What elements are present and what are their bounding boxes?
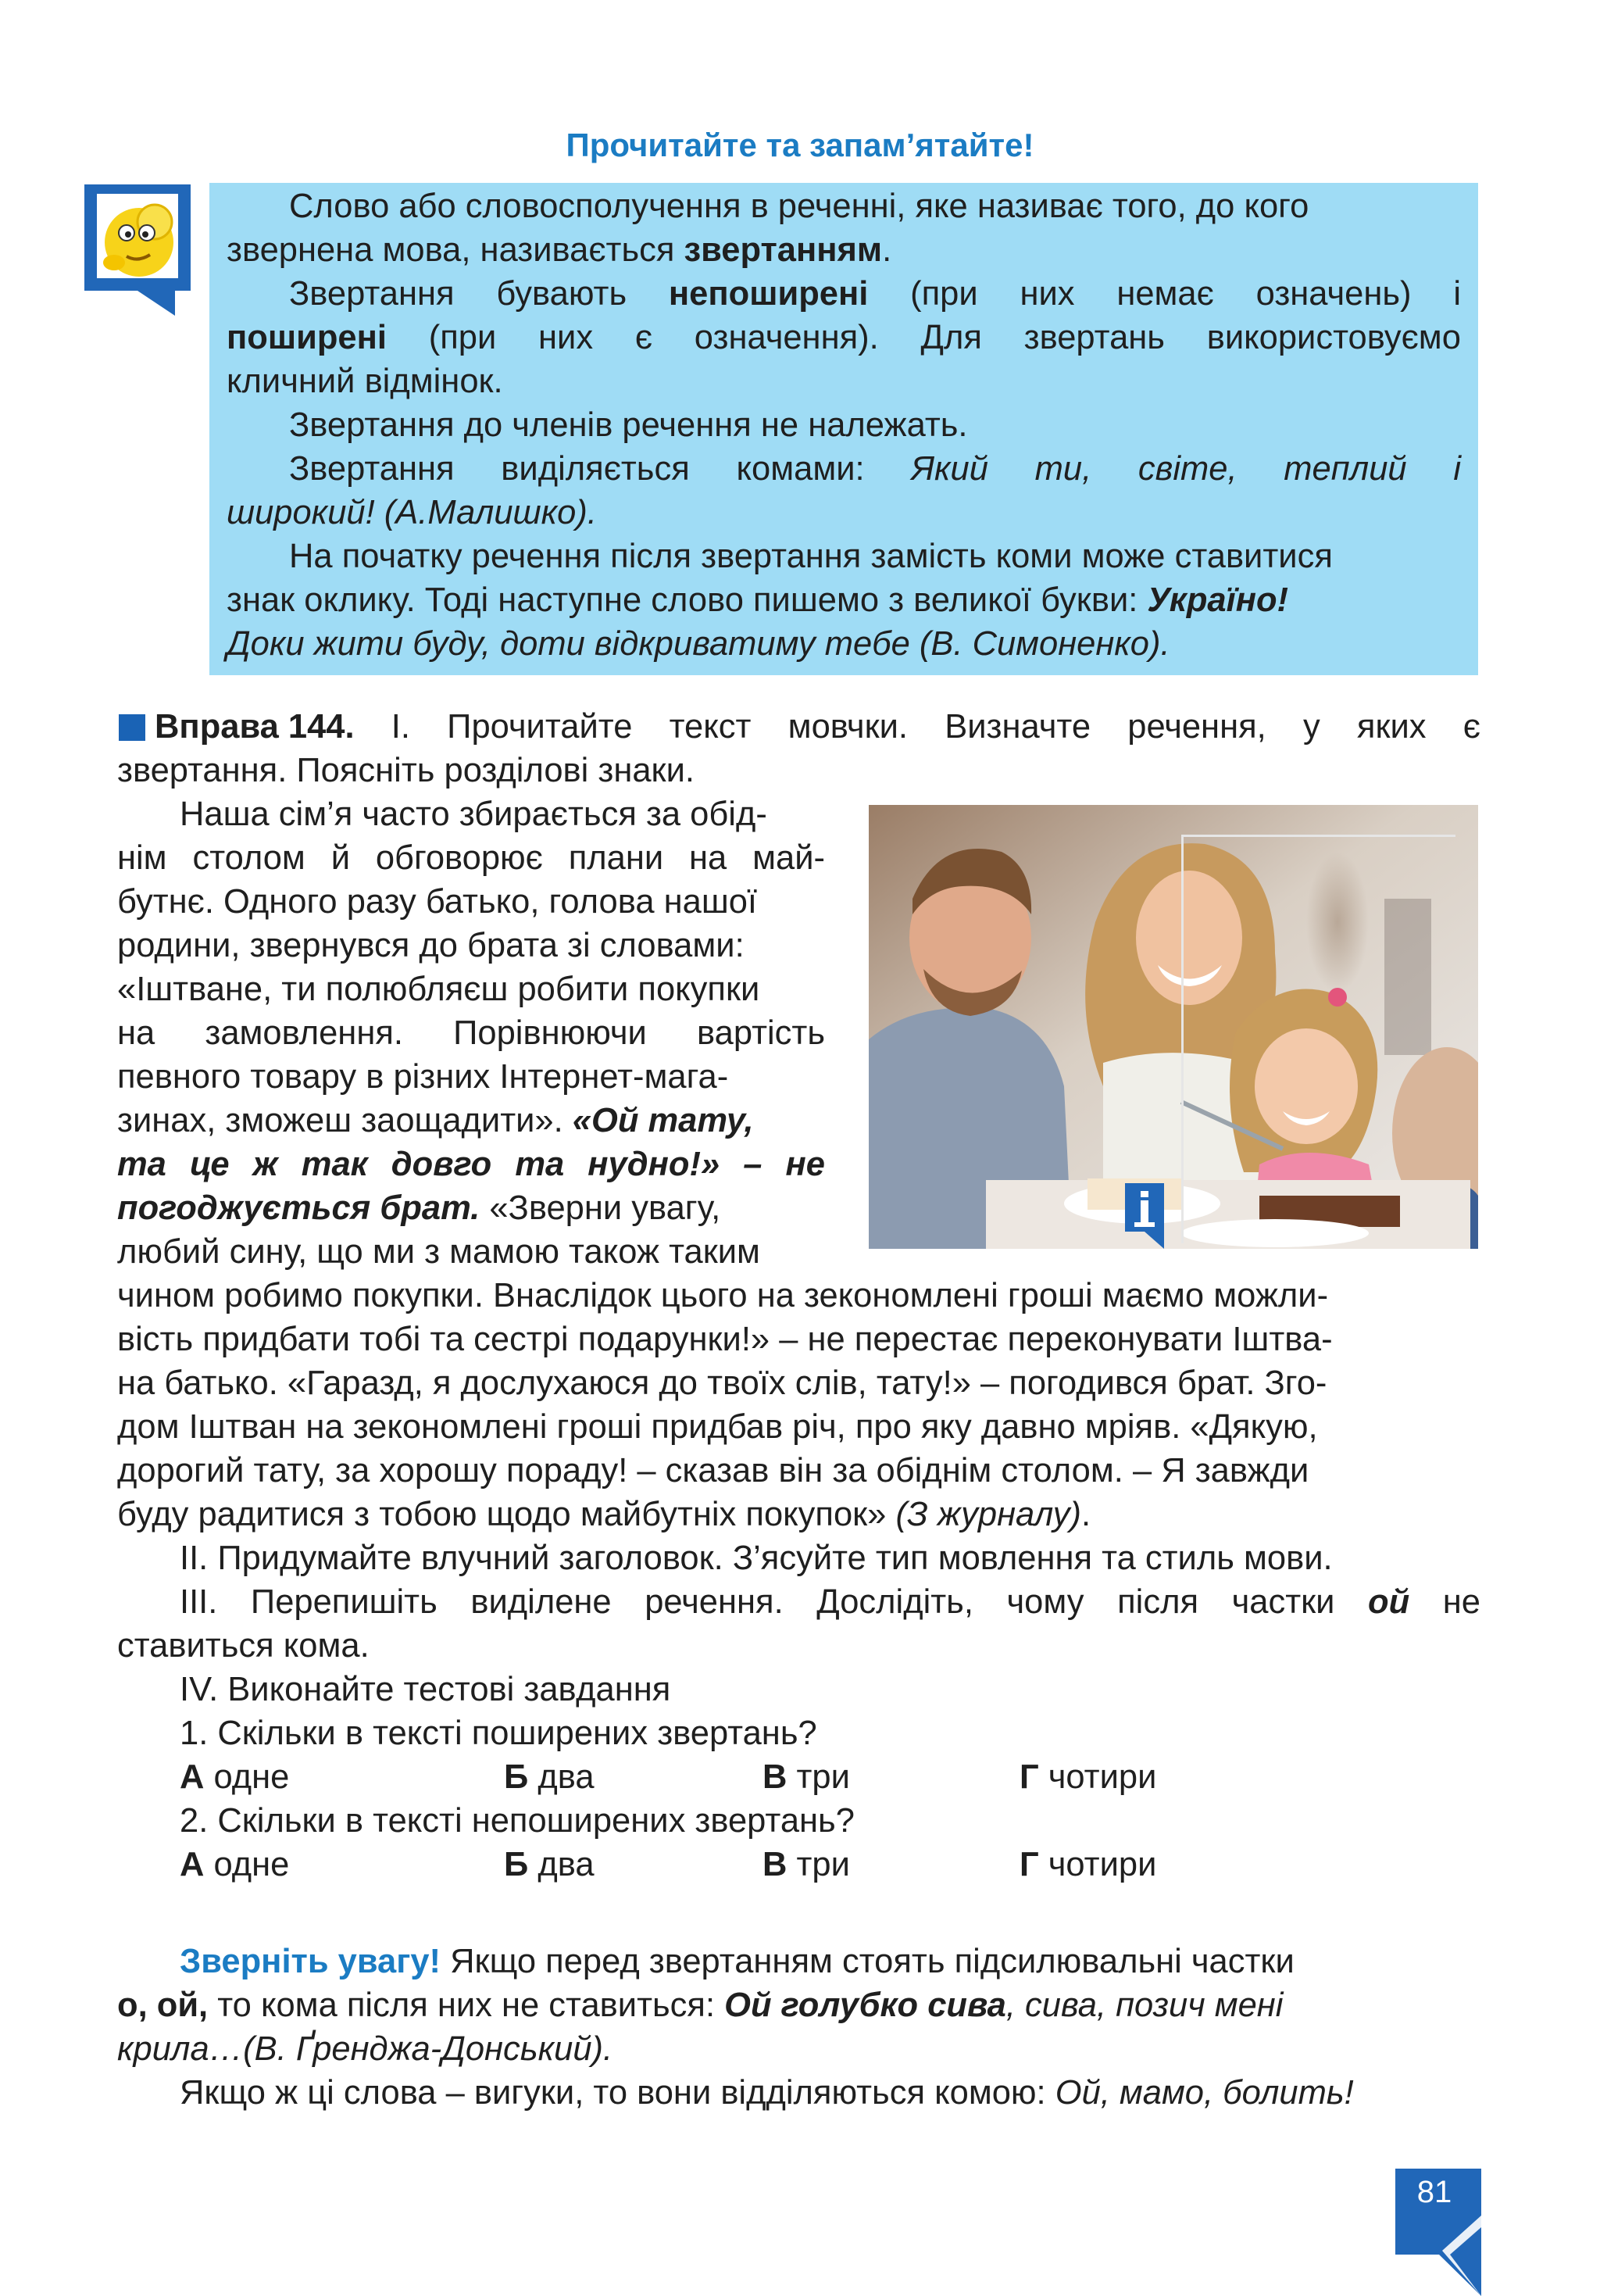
text-line <box>227 403 1461 447</box>
text-line <box>227 228 1461 272</box>
text-run: май- <box>752 839 825 877</box>
text-run: і <box>1453 275 1461 313</box>
text-run: є <box>634 319 653 356</box>
text-run: IV. Виконайте тестові завдання <box>180 1671 671 1708</box>
answer-option <box>1020 1755 1156 1799</box>
text-run: Якщо ж ці слова – вигуки, то вони відділяються комою: <box>180 2074 1055 2112</box>
text-line <box>117 1668 1480 1711</box>
text-line <box>117 1318 1480 1361</box>
text-run: Звертання до членів речення не належать. <box>289 406 968 444</box>
text-run: бутнє. Одного разу батько, голова нашої <box>117 883 758 921</box>
text-run: 1. Скільки в тексті поширених звертань? <box>180 1715 817 1752</box>
text-run: й <box>330 839 350 877</box>
text-line <box>117 1799 1480 1843</box>
text-run: після <box>1117 1583 1199 1621</box>
text-line <box>117 705 1480 749</box>
exercise-marker-icon <box>119 714 145 741</box>
text-run: не <box>785 1146 825 1183</box>
answer-option <box>180 1755 289 1799</box>
family-photo <box>869 805 1478 1249</box>
info-logo-icon <box>1125 1183 1164 1249</box>
text-run: Якщо перед звертанням стоять підсилювальні частки <box>441 1943 1295 1980</box>
text-run: теплий <box>1284 450 1407 488</box>
text-line <box>117 1940 1480 1983</box>
text-run: . <box>1081 1496 1091 1533</box>
text-run: на <box>689 839 727 877</box>
text-run: знак оклику. Тоді наступне слово пишемо з великої букви: <box>227 581 1148 619</box>
answer-option-letter: Г <box>1020 1758 1039 1796</box>
text-line <box>117 1186 825 1230</box>
text-run: на батько. «Гаразд, я дослухаюся до твоїх слів, тату!» – погодився брат. Зго- <box>117 1364 1327 1402</box>
text-run: немає <box>1116 275 1214 313</box>
text-line <box>117 836 825 880</box>
text-run: є <box>1462 708 1480 746</box>
answer-option-text: одне <box>204 1846 290 1883</box>
page-number: 81 <box>1416 2175 1452 2209</box>
text-run: Порівнюючи <box>453 1014 647 1052</box>
text-run: Який <box>911 450 988 488</box>
answer-option <box>504 1843 595 1887</box>
text-line <box>227 184 1461 228</box>
text-run: комами: <box>736 450 865 488</box>
text-line <box>117 967 825 1011</box>
text-run: у <box>1302 708 1320 746</box>
answer-option-text: чотири <box>1038 1846 1157 1883</box>
text-line <box>117 1449 1480 1493</box>
text-run: яких <box>1356 708 1427 746</box>
text-run: Прочитайте <box>447 708 633 746</box>
text-run: крила…(В. Ґренджа-Донський). <box>117 2030 613 2068</box>
text-run: нудно!» <box>588 1146 720 1183</box>
text-run: Слово або словосполучення в реченні, яке називає того, до кого <box>289 188 1309 225</box>
text-run: речення, <box>1127 708 1266 746</box>
text-run: на <box>117 1014 155 1052</box>
rule-section-title: Прочитайте та запам’ятайте! <box>566 127 1034 163</box>
text-run: Перепишіть <box>250 1583 438 1621</box>
text-run: певного товару в різних Інтернет-мага- <box>117 1058 729 1096</box>
text-run: звернена мова, називається <box>227 231 684 269</box>
text-line <box>117 924 825 967</box>
text-line <box>117 1274 1480 1318</box>
text-run: родини, звернувся до брата зі словами: <box>117 927 745 964</box>
text-run: широкий! (А.Малишко). <box>227 494 597 531</box>
text-line <box>227 359 1461 403</box>
text-line <box>117 1536 1480 1580</box>
text-run: та <box>117 1146 166 1183</box>
text-run: частки <box>1231 1583 1335 1621</box>
text-run: – <box>743 1146 762 1183</box>
text-line <box>227 447 1461 491</box>
text-run: Україно! <box>1147 581 1289 619</box>
text-line <box>117 1580 1480 1624</box>
answer-option-letter: В <box>762 1758 788 1796</box>
text-run: ой <box>1368 1583 1410 1621</box>
text-line <box>117 1711 1480 1755</box>
answer-option-text: два <box>528 1758 595 1796</box>
text-line <box>227 578 1461 622</box>
text-run: ІІ. Придумайте влучний заголовок. З’ясуйте тип мовлення та стиль мови. <box>180 1540 1333 1577</box>
text-run: мовчки. <box>788 708 908 746</box>
text-line <box>117 792 825 836</box>
text-line <box>117 1143 825 1186</box>
text-run: них <box>538 319 594 356</box>
text-run: означень) <box>1255 275 1412 313</box>
text-run: означення). <box>694 319 879 356</box>
text-run: Звертання <box>289 450 455 488</box>
text-run: Звертання <box>289 275 455 313</box>
text-run: І. <box>391 708 410 746</box>
text-run: виділяється <box>501 450 690 488</box>
text-run: текст <box>669 708 752 746</box>
text-run: це <box>189 1146 230 1183</box>
text-run: бувають <box>496 275 627 313</box>
answer-option-letter: Г <box>1020 1846 1039 1883</box>
text-run: ж <box>252 1146 278 1183</box>
text-run: чином робимо покупки. Внаслідок цього на зекономлені гроші маємо можли- <box>117 1277 1329 1314</box>
text-run: Для <box>920 319 982 356</box>
text-run: речення. <box>645 1583 784 1621</box>
text-run: «Ой тату, <box>572 1102 754 1139</box>
text-run: дорогий тату, за хорошу пораду! – сказав він за обіднім столом. – Я завжди <box>117 1452 1309 1490</box>
text-run: і <box>1453 450 1461 488</box>
text-run: не <box>1442 1583 1480 1621</box>
answer-option <box>762 1755 850 1799</box>
text-run: виділене <box>470 1583 612 1621</box>
text-run: Визначте <box>945 708 1091 746</box>
text-run: звертанням <box>684 231 883 269</box>
text-run: Доки жити буду, доти відкриватиму тебе (В. Симоненко). <box>227 625 1170 663</box>
answer-option-letter: Б <box>504 1758 529 1796</box>
text-run: то кома після них не ставиться: <box>208 1987 725 2024</box>
text-run: кличний відмінок. <box>227 363 503 400</box>
text-run: «Зверни увагу, <box>480 1189 721 1227</box>
text-run: плани <box>568 839 664 877</box>
text-line <box>117 880 825 924</box>
text-run: ставиться кома. <box>117 1627 370 1665</box>
answer-option-letter: А <box>180 1758 205 1796</box>
text-line <box>117 1361 1480 1405</box>
text-run: замовлення. <box>205 1014 403 1052</box>
text-line <box>117 1230 825 1274</box>
thinking-character-icon <box>83 184 192 317</box>
text-line <box>227 316 1461 359</box>
text-line <box>117 1493 1480 1536</box>
text-line <box>227 491 1461 535</box>
text-run: «Іштване, ти полюбляєш робити покупки <box>117 971 760 1008</box>
text-run: (при <box>428 319 497 356</box>
text-run: зинах, зможеш заощадити». <box>117 1102 573 1139</box>
text-run: та <box>515 1146 565 1183</box>
text-line <box>117 1405 1480 1449</box>
text-run: світе, <box>1138 450 1238 488</box>
text-run: звертань <box>1023 319 1165 356</box>
text-run: Ой, мамо, болить! <box>1055 2074 1354 2112</box>
text-run: о, ой, <box>117 1987 209 2024</box>
text-run: погоджується брат. <box>117 1189 480 1227</box>
text-run: використовуємо <box>1206 319 1461 356</box>
text-line <box>117 2071 1480 2115</box>
text-line <box>117 2027 1480 2071</box>
text-run: ти, <box>1034 450 1092 488</box>
answer-option-text: три <box>787 1758 850 1796</box>
text-run: (З журналу) <box>895 1496 1082 1533</box>
text-run: , сива, позич мені <box>1005 1987 1284 2024</box>
text-run: На початку речення після звертання замість коми може ставитися <box>289 538 1333 575</box>
answer-option-letter: А <box>180 1846 205 1883</box>
text-run: любий сину, що ми з мамою також таким <box>117 1233 760 1271</box>
text-line <box>227 622 1461 666</box>
text-run: довго <box>391 1146 492 1183</box>
text-run: дом Іштван на зекономлені гроші придбав річ, про яку давно мріяв. «Дякую, <box>117 1408 1318 1446</box>
page-number-badge <box>1395 2169 1481 2296</box>
text-line <box>227 272 1461 316</box>
text-run: Наша сім’я часто збирається за обід- <box>180 796 767 833</box>
text-run: так <box>301 1146 368 1183</box>
text-run: вість придбати тобі та сестрі подарунки!» – не перестає переконувати Іштва- <box>117 1321 1333 1358</box>
answer-option-letter: В <box>762 1846 788 1883</box>
text-line <box>117 1624 1480 1668</box>
text-line <box>227 535 1461 578</box>
text-run: них <box>1020 275 1075 313</box>
text-run: столом <box>192 839 305 877</box>
text-run: ІІІ. <box>180 1583 218 1621</box>
answer-option-text: одне <box>204 1758 290 1796</box>
answer-option-text: чотири <box>1038 1758 1157 1796</box>
text-run: Зверніть увагу! <box>180 1943 441 1980</box>
text-run: обговорює <box>375 839 543 877</box>
text-line <box>117 749 1480 792</box>
text-line <box>117 1983 1480 2027</box>
text-run: нім <box>117 839 167 877</box>
text-run: (при <box>910 275 978 313</box>
text-line <box>117 1099 825 1143</box>
text-run: Вправа 144. <box>155 708 355 746</box>
answer-option-text: три <box>787 1846 850 1883</box>
text-run: звертання. Поясніть розділові знаки. <box>117 752 695 789</box>
answer-option <box>1020 1843 1156 1887</box>
text-line <box>117 1055 825 1099</box>
text-run: 2. Скільки в тексті непоширених звертань? <box>180 1802 855 1840</box>
text-run: . <box>882 231 892 269</box>
text-run: вартість <box>697 1014 825 1052</box>
text-run: буду радитися з тобою щодо майбутніх покупок» <box>117 1496 896 1533</box>
text-run: чому <box>1006 1583 1084 1621</box>
answer-option-letter: Б <box>504 1846 529 1883</box>
answer-option <box>762 1843 850 1887</box>
text-run: Ой голубко сива <box>724 1987 1006 2024</box>
text-line <box>117 1011 825 1055</box>
answer-option-text: два <box>528 1846 595 1883</box>
text-run: поширені <box>227 319 387 356</box>
text-run: Дослідіть, <box>816 1583 973 1621</box>
answer-option <box>180 1843 289 1887</box>
answer-option <box>504 1755 595 1799</box>
text-run: непоширені <box>668 275 869 313</box>
